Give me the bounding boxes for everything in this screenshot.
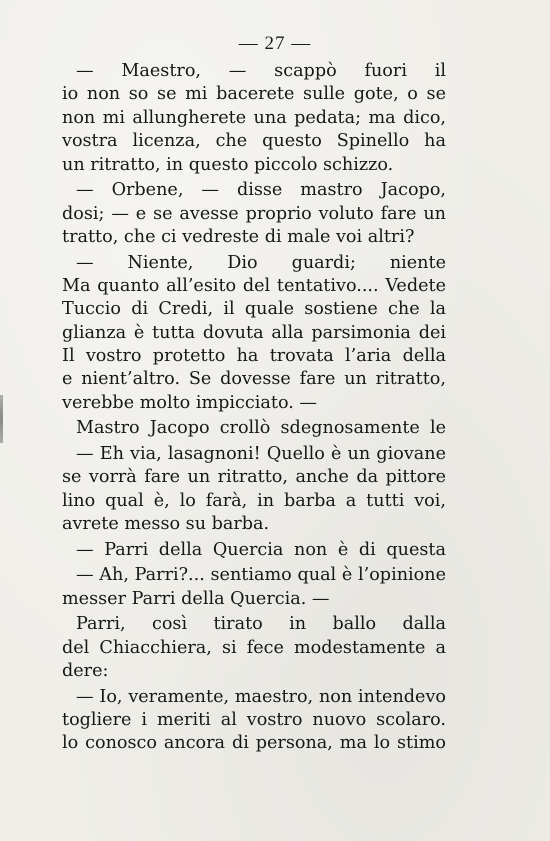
text-line: lino qual è, lo farà, in barba a tutti voi, [62,490,446,511]
text-line: togliere i meriti al vostro nuovo scolaro. [62,710,446,731]
text-line: — Eh via, lasagnoni! Quello è un giovane [76,444,446,464]
text-line: — Maestro, — scappò fuori il [76,61,446,81]
text-line: avrete messo su barba. [62,514,270,535]
text-line: io non so se mi bacerete sulle gote, o se [62,84,446,105]
text-line: — Ah, Parri?... sentiamo qual è l’opinione [76,565,446,586]
text-line: Mastro Jacopo crollò sdegnosamente le [76,418,446,439]
text-line: se vorrà fare un ritratto, anche da pittore [62,467,446,488]
text-line: Il vostro protetto ha trovata l’aria della [62,346,446,367]
text-line: un ritratto, in questo piccolo schizzo. [62,154,394,175]
text-line: — Niente, Dio guardi; niente [76,252,446,273]
text-line: dosi; — e se avesse proprio voluto fare un [62,203,446,224]
text-line: glianza è tutta dovuta alla parsimonia dei [62,322,446,343]
text-line: tratto, che ci vedreste di male voi altri? [62,226,415,247]
text-line: dere: [62,661,109,682]
body-text [62,60,446,756]
text-line: Parri, così tirato in ballo dalla [76,614,446,635]
page-number: — 27 — [238,33,312,54]
text-line: lo conosco ancora di persona, ma lo stimo [62,733,446,754]
text-line: — Orbene, — disse mastro Jacopo, [76,180,446,201]
page-edge-mark [0,395,3,443]
text-line: del Chiacchiera, si fece modestamente a [62,637,446,658]
text-line: Ma quanto all’esito del tentativo.... Vedete [62,275,446,296]
text-line: verebbe molto impicciato. — [62,392,318,413]
text-line: — Io, veramente, maestro, non intendevo [76,686,446,707]
text-line: e nient’altro. Se dovesse fare un ritratto, [62,369,446,390]
text-line: — Parri della Quercia non è di questa [76,539,446,560]
text-line: vostra licenza, che questo Spinello ha [62,131,446,152]
text-line: non mi allungherete una pedata; ma dico, [62,107,446,128]
text-line: messer Parri della Quercia. — [62,588,330,609]
text-line: Tuccio di Credi, il quale sostiene che la [62,299,446,320]
